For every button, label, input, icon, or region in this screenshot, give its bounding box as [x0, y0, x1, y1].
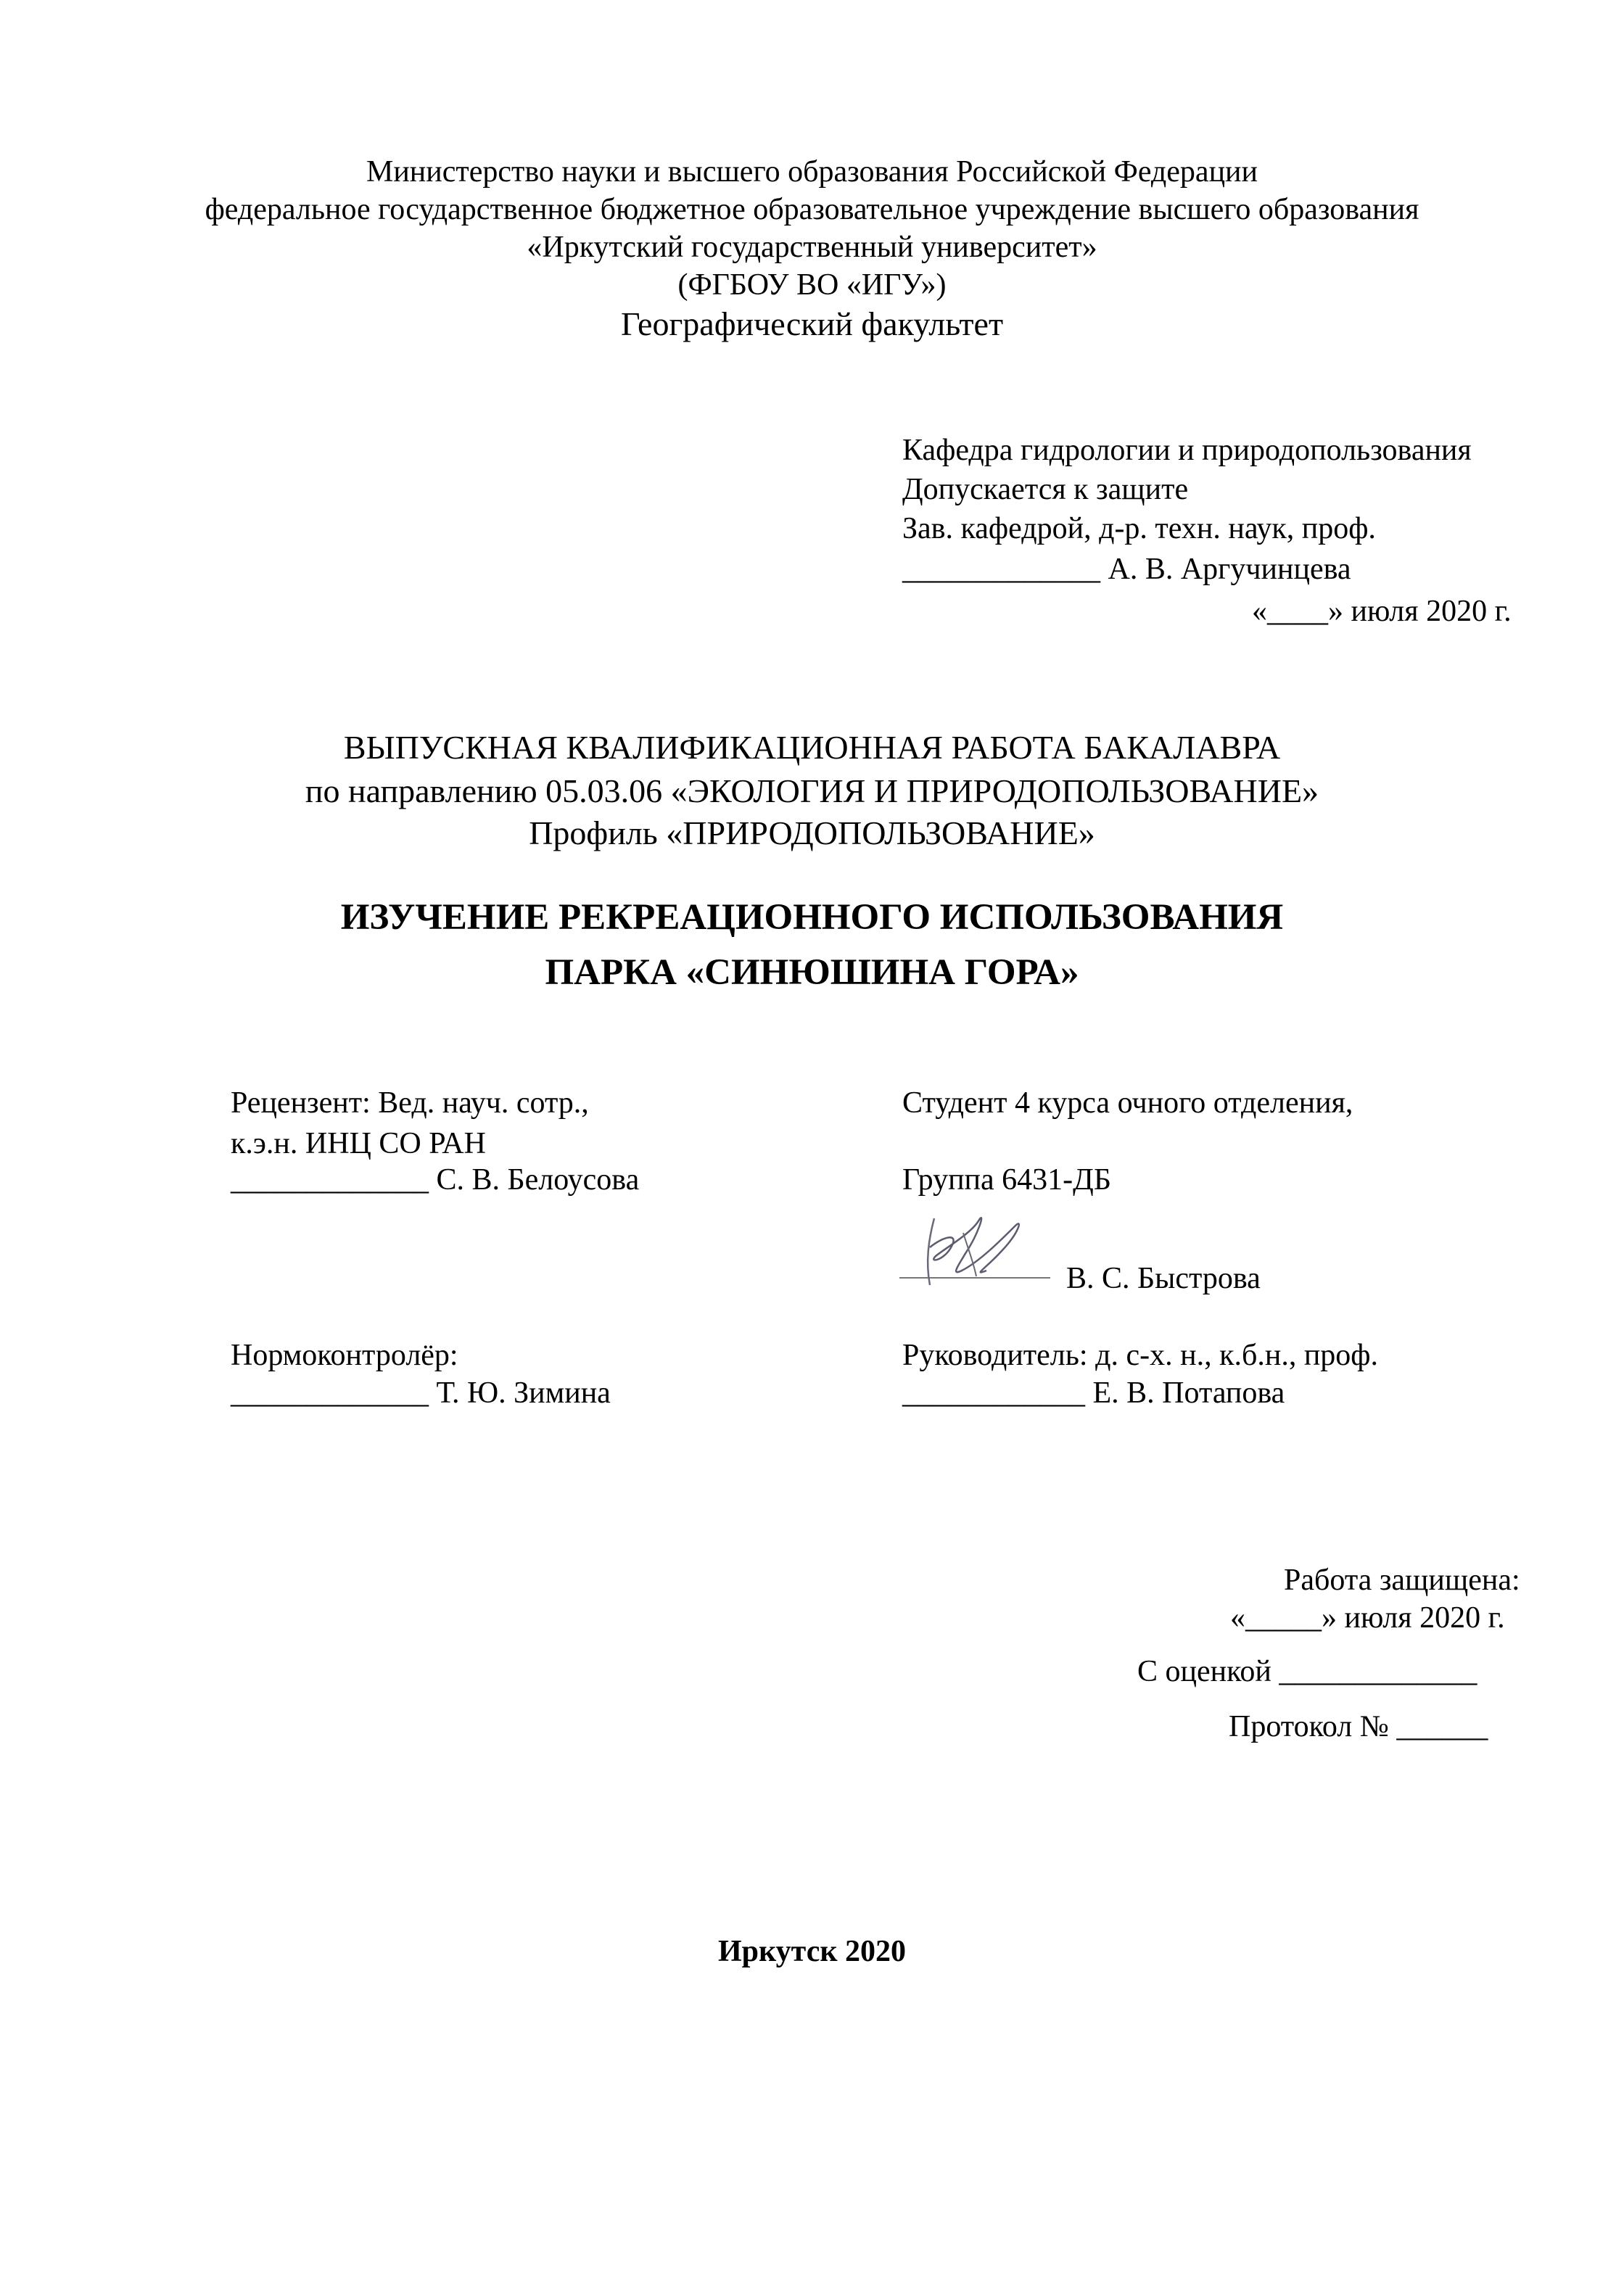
ministry-line: Министерство науки и высшего образования Российской Федерации [366, 155, 1258, 189]
reviewer-degree: к.э.н. ИНЦ СО РАН [231, 1127, 486, 1160]
work-type: ВЫПУСКНАЯ КВАЛИФИКАЦИОННАЯ РАБОТА БАКАЛАВРА [343, 729, 1281, 766]
head-title-line: Зав. кафедрой, д-р. техн. наук, проф. [902, 512, 1376, 545]
supervisor-label: Руководитель: д. с-х. н., к.б.н., проф. [902, 1339, 1379, 1372]
supervisor-signature-line: ____________ Е. В. Потапова [902, 1376, 1285, 1410]
head-signature-line: _____________ А. В. Аргучинцева [902, 553, 1351, 586]
student-name: В. С. Быстрова [1066, 1262, 1261, 1295]
work-direction: по направлению 05.03.06 «ЭКОЛОГИЯ И ПРИРОДОПОЛЬЗОВАНИЕ» [305, 772, 1319, 809]
work-title-line2: ПАРКА «СИНЮШИНА ГОРА» [545, 952, 1079, 993]
defense-date: «_____» июля 2020 г. [1230, 1601, 1505, 1635]
defended-label: Работа защищена: [1284, 1564, 1520, 1597]
city-year: Иркутск 2020 [717, 1935, 907, 1968]
abbreviation-line: (ФГБОУ ВО «ИГУ») [677, 268, 947, 302]
grade-line: С оценкой _____________ [1137, 1655, 1477, 1688]
university-line: «Иркутский государственный университет» [527, 231, 1097, 264]
norm-controller-label: Нормоконтролёр: [231, 1339, 458, 1372]
protocol-line: Протокол № ______ [1229, 1710, 1488, 1743]
work-title-line1: ИЗУЧЕНИЕ РЕКРЕАЦИОННОГО ИСПОЛЬЗОВАНИЯ [340, 897, 1284, 938]
institution-type-line: федеральное государственное бюджетное образовательное учреждение высшего образования [205, 193, 1419, 226]
admitted-line: Допускается к защите [902, 473, 1189, 506]
reviewer-signature-line: _____________ С. В. Белоусова [231, 1163, 640, 1197]
norm-controller-signature-line: _____________ Т. Ю. Зимина [231, 1376, 611, 1410]
department-line: Кафедра гидрологии и природопользования [902, 434, 1472, 467]
student-signature-image [892, 1204, 1066, 1298]
faculty-line: Географический факультет [620, 305, 1004, 342]
work-profile: Профиль «ПРИРОДОПОЛЬЗОВАНИЕ» [529, 814, 1095, 851]
reviewer-position: Рецензент: Вед. науч. сотр., [231, 1086, 589, 1120]
student-course: Студент 4 курса очного отделения, [902, 1086, 1353, 1120]
student-group: Группа 6431-ДБ [902, 1163, 1111, 1197]
approval-date: «____» июля 2020 г. [1252, 595, 1512, 628]
